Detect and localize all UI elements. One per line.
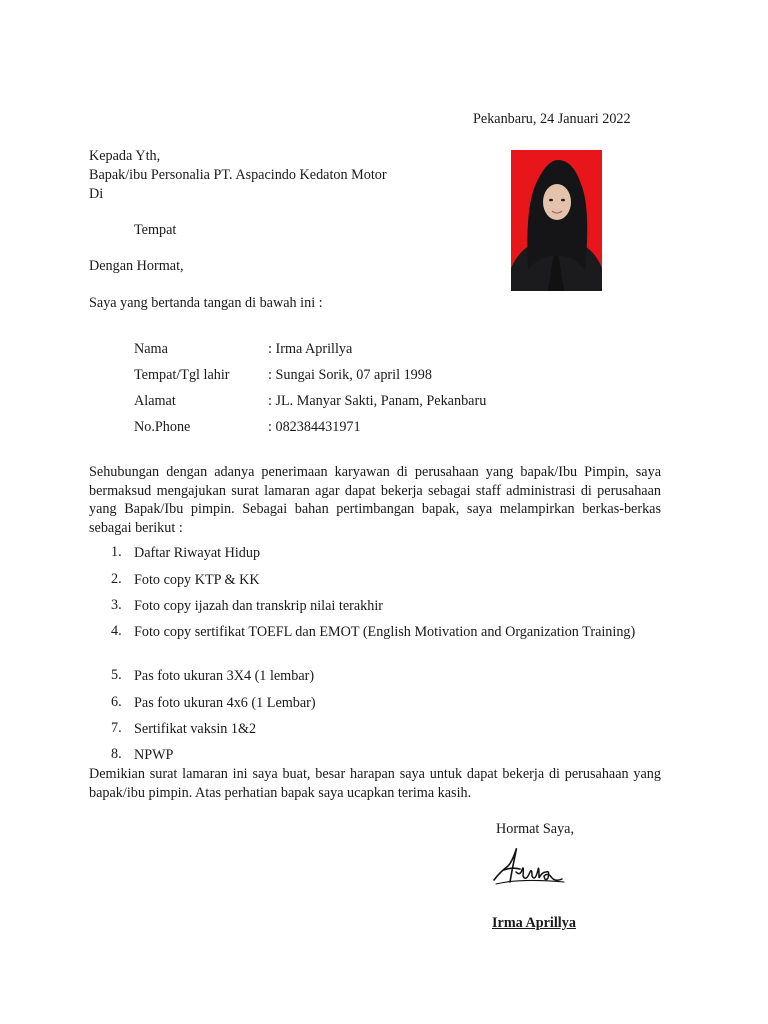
sign-off: Hormat Saya,: [496, 821, 575, 837]
closing-paragraph: Demikian surat lamaran ini saya buat, besar harapan saya untuk dapat bekerja di perusahaan yang bapak/ibu pimpin. Atas perhatian bapak saya ucapkan terima kasih.: [89, 766, 661, 801]
identity-row-birth: [134, 367, 534, 387]
list-text: Foto copy KTP & KK: [134, 572, 260, 588]
identity-label: No.Phone: [134, 419, 191, 435]
list-text: Foto copy sertifikat TOEFL dan EMOT (English Motivation and Organization Training): [134, 624, 636, 640]
intro-line: Saya yang bertanda tangan di bawah ini :: [89, 295, 323, 311]
list-text: Pas foto ukuran 4x6 (1 Lembar): [134, 695, 316, 711]
list-text: Pas foto ukuran 3X4 (1 lembar): [134, 668, 315, 684]
identity-label: Nama: [134, 341, 168, 357]
identity-value: : 082384431971: [268, 419, 361, 435]
recipient-line-3: Di: [89, 186, 104, 202]
recipient-line-2: Bapak/ibu Personalia PT. Aspacindo Kedaton Motor: [89, 167, 387, 183]
identity-label: Tempat/Tgl lahir: [134, 367, 230, 383]
identity-value: : JL. Manyar Sakti, Panam, Pekanbaru: [268, 393, 487, 409]
list-number: 8.: [111, 746, 122, 762]
identity-row-name: [134, 341, 534, 361]
list-number: 2.: [111, 571, 122, 587]
list-number: 3.: [111, 597, 122, 613]
recipient-line-1: Kepada Yth,: [89, 148, 161, 164]
signature-image: [490, 842, 570, 892]
identity-row-address: [134, 393, 534, 413]
signer-name: Irma Aprillya: [492, 915, 576, 931]
applicant-photo: [511, 150, 602, 291]
list-number: 7.: [111, 720, 122, 736]
greeting: Dengan Hormat,: [89, 258, 184, 274]
recipient-place: Tempat: [134, 222, 177, 238]
list-text: NPWP: [134, 747, 174, 763]
list-text: Daftar Riwayat Hidup: [134, 545, 261, 561]
list-text: Foto copy ijazah dan transkrip nilai terakhir: [134, 598, 383, 614]
place-date: Pekanbaru, 24 Januari 2022: [473, 111, 631, 127]
list-text: Sertifikat vaksin 1&2: [134, 721, 257, 737]
list-number: 4.: [111, 623, 122, 639]
list-number: 1.: [111, 544, 122, 560]
identity-value: : Irma Aprillya: [268, 341, 353, 357]
identity-value: : Sungai Sorik, 07 april 1998: [268, 367, 432, 383]
identity-label: Alamat: [134, 393, 176, 409]
list-number: 6.: [111, 694, 122, 710]
list-number: 5.: [111, 667, 122, 683]
identity-row-phone: [134, 419, 534, 439]
body-paragraph: Sehubungan dengan adanya penerimaan karyawan di perusahaan yang bapak/Ibu Pimpin, saya bermaksud mengajukan surat lamaran agar dapat bekerja sebagai staff administrasi di perusahaan yang Bapak/Ibu pimpin. Sebagai bahan pertimbangan bapak, saya melampirkan berkas-berkas sebagai berikut :: [89, 464, 661, 536]
